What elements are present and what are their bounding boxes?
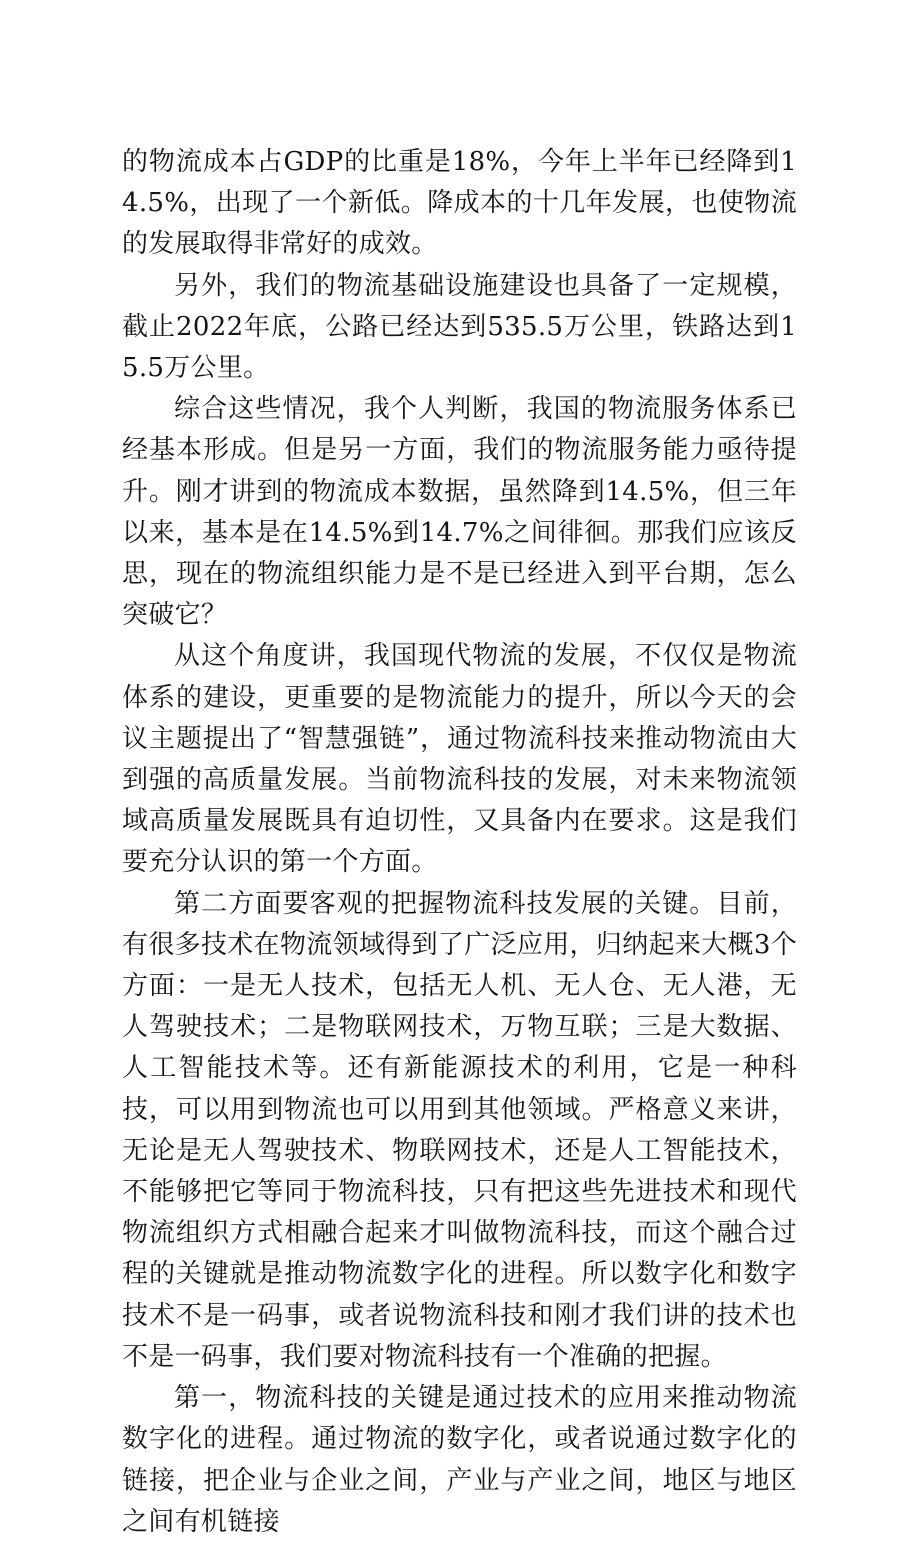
paragraph-3: 综合这些情况，我个人判断，我国的物流服务体系已经基本形成。但是另一方面，我们的物流服务能力亟待提升。刚才讲到的物流成本数据，虽然降到14.5%，但三年以来，基本是在14.5%到14.7%之间徘徊。那我们应该反思，现在的物流组织能力是不是已经进入到平台期，怎么突破它？ — [122, 394, 797, 631]
paragraph-5: 第二方面要客观的把握物流科技发展的关键。目前，有很多技术在物流领域得到了广泛应用，归纳起来大概3个方面：一是无人技术，包括无人机、无人仓、无人港，无人驾驶技术；二是物联网技术，万物互联；三是大数据、人工智能技术等。还有新能源技术的利用，它是一种科技，可以用到物流也可以用到其他领域。严格意义来讲，无论是无人驾驶技术、物联网技术，还是人工智能技术，不能够把它等同于物流科技，只有把这些先进技术和现代物流组织方式相融合起来才叫做物流科技，而这个融合过程的关键就是推动物流数字化的进程。所以数字化和数字技术不是一码事，或者说物流科技和刚才我们讲的技术也不是一码事，我们要对物流科技有一个准确的把握。 — [122, 888, 797, 1372]
paragraph-4: 从这个角度讲，我国现代物流的发展，不仅仅是物流体系的建设，更重要的是物流能力的提升，所以今天的会议主题提出了“智慧强链”，通过物流科技来推动物流由大到强的高质量发展。当前物流科技的发展，对未来物流领域高质量发展既具有迫切性，又具备内在要求。这是我们要充分认识的第一个方面。 — [122, 641, 797, 878]
paragraph-6: 第一，物流科技的关键是通过技术的应用来推动物流数字化的进程。通过物流的数字化，或者说通过数字化的链接，把企业与企业之间，产业与产业之间，地区与地区之间有机链接 — [122, 1383, 797, 1537]
body-text — [122, 142, 797, 1543]
paragraph-1: 的物流成本占GDP的比重是18%，今年上半年已经降到14.5%，出现了一个新低。降成本的十几年发展，也使物流的发展取得非常好的成效。 — [122, 147, 797, 260]
paragraph-2: 另外，我们的物流基础设施建设也具备了一定规模，截止2022年底，公路已经达到535.5万公里，铁路达到15.5万公里。 — [122, 270, 797, 384]
